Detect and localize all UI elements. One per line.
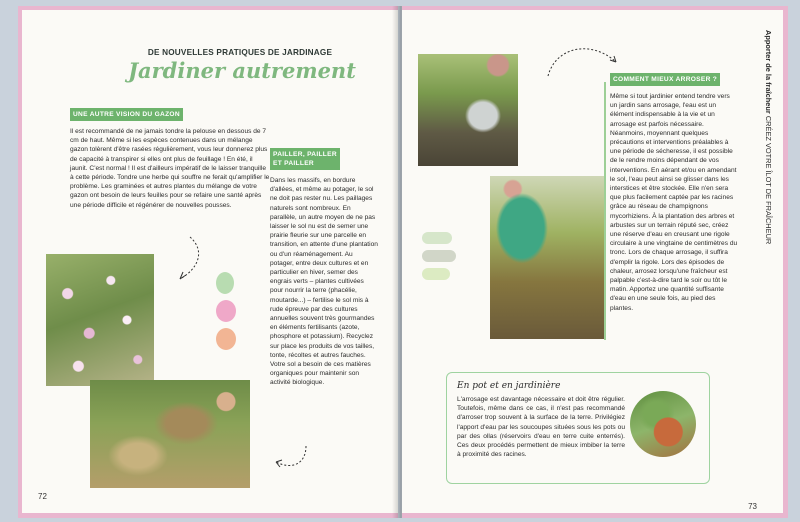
left-page <box>18 6 398 518</box>
green-swatch <box>216 272 234 294</box>
page-number-right: 73 <box>748 502 757 511</box>
running-head-title: CRÉEZ VOTRE ÎLOT DE FRAÎCHEUR <box>764 115 773 245</box>
section-tag-mulch: PAILLER, PAILLER ET PAILLER <box>270 148 340 170</box>
section-watering <box>610 68 738 313</box>
photo-mulching-hands <box>90 380 250 488</box>
photo-green-watering-can <box>490 176 604 339</box>
paint-stroke <box>422 232 452 244</box>
section-tag-lawn: UNE AUTRE VISION DU GAZON <box>70 108 183 121</box>
pink-swatch <box>216 300 236 322</box>
running-head-text <box>764 30 773 244</box>
paint-strokes <box>422 232 462 292</box>
curved-arrow-icon <box>172 235 206 285</box>
running-head-bold: Apporter de la fraîcheur <box>764 30 773 114</box>
page-headline: Jardiner autrement <box>128 58 356 83</box>
photo-flower-meadow <box>46 254 154 386</box>
paint-stroke <box>422 268 450 280</box>
section-mulch <box>270 148 378 388</box>
box-title: En pot et en jardinière <box>457 381 561 391</box>
section-tag-watering: COMMENT MIEUX ARROSER ? <box>610 73 720 86</box>
box-text: L'arrosage est davantage nécessaire et doit être régulier. Toutefois, même dans ce cas, il n'est pas recommandé d'arroser trop souvent à la surface de la terre. Privilégiez l'apport d'eau par les soucoupes situées sous les pots ou par des ollas (réservoirs d'eau en terre cuite enterrés). Ces deux procédés permettent de mieux imbiber la terre à proximité des racines. <box>457 396 625 459</box>
right-page <box>402 6 788 518</box>
section-rule <box>604 82 606 340</box>
running-head <box>757 30 779 330</box>
paint-stroke <box>422 250 456 262</box>
section-lawn <box>70 103 270 210</box>
page-number-left: 72 <box>38 492 47 501</box>
sidebar-box <box>446 372 710 484</box>
section-text-mulch: Dans les massifs, en bordure d'allées, et même au potager, le sol ne doit pas rester nu. Les paillages naturels sont nombreux. En parallèle, un autre moyen de ne pas laisser le sol nu est de semer une prairie fleurie sur une parcelle en transition, en attente d'une plantation ou d'un réaménagement. Au potager, entre deux cultures et en particulier en hiver, semer des engrais verts – plantes cultivées pour nourrir la terre (phacélie, moutarde...) – fertilise le sol mis à rude épreuve par des cultures annuelles souvent très gourmandes en éléments fertilisants (azote, phosphore et potassium). Recyclez sur place les produits de vos tailles, tonte, récoltes et autres fauches. Votre sol a besoin de ces matières organiques pour maintenir son activité biologique. <box>270 177 378 387</box>
section-text-watering: Même si tout jardinier entend tendre vers un jardin sans arrosage, l'eau est un élément indispensable à la vie et un arrosage est parfois nécessaire. Néanmoins, moyennant quelques précautions et interventions préalables à une période de sécheresse, il est possible de le rendre moins dépendant de vos interventions. En aérant et/ou en amendant le sol, l'eau peut ainsi se glisser dans les interstices et être stockée. Elle n'en sera que plus facilement captée par les racines grâce au réseau de champignons mycorhiziens. À la plantation des arbres et arbustes sur un terrain réputé sec, créez une réserve d'eau en creusant une rigole circulaire à une vingtaine de centimètres du tronc. Lors de chaque arrosage, il suffira d'emplir la rigole. Lors des épisodes de chaleur, arrosez lorsqu'une fraîcheur est palpable c'est-à-dire tard le soir ou tôt le matin. Apportez une quantité suffisante d'eau en une seule fois, au pied des plantes. <box>610 93 738 312</box>
curved-arrow-icon <box>270 442 310 476</box>
orange-swatch <box>216 328 236 350</box>
photo-watering-plant <box>418 54 518 166</box>
chapter-kicker: DE NOUVELLES PRATIQUES DE JARDINAGE <box>147 48 333 57</box>
photo-potted-plant <box>630 391 696 457</box>
section-text-lawn: Il est recommandé de ne jamais tondre la pelouse en dessous de 7 cm de haut. Même si les espèces contenues dans un mélange gazon tolèrent d'être rasées régulièrement, vous leur donnerez plus de capacité à transpirer si elles ont plus de feuillage ! En été, il jaunit. C'est normal ! Il est d'ailleurs impératif de le laisser tranquille à cette période. Tondre une herbe qui souffre ne ferait qu'amplifier le problème. Les graminées et autres plantes du mélange de votre gazon ont besoin de leurs feuilles pour se refaire une santé après une période difficile et régénérer de nouvelles pousses. <box>70 128 270 209</box>
